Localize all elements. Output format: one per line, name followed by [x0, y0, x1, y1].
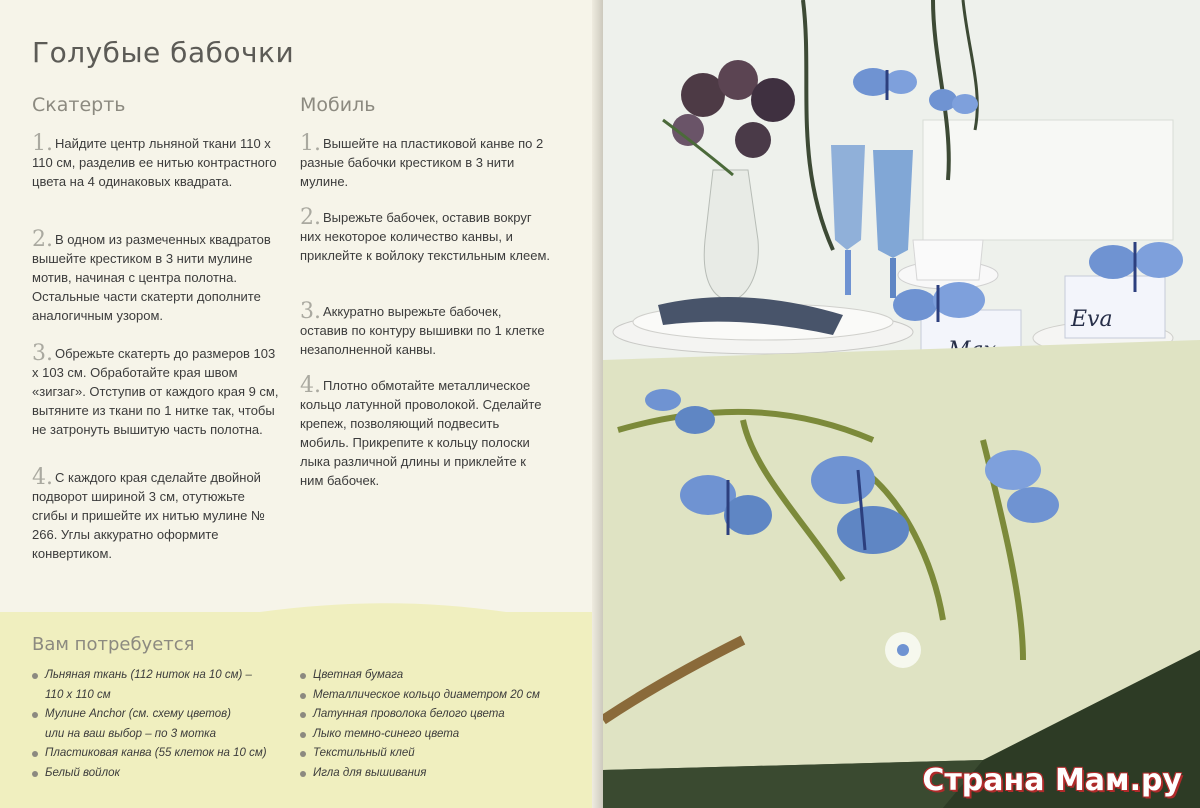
supply-item: Льняная ткань (112 ниток на 10 см) –: [32, 666, 292, 686]
supply-item: Металлическое кольцо диаметром 20 см: [300, 686, 560, 706]
supply-item: Белый войлок: [32, 764, 292, 784]
supply-item: Цветная бумага: [300, 666, 560, 686]
step-number: 3.: [32, 341, 53, 366]
tablecloth-step: [32, 465, 282, 563]
tablecloth-daisy: [885, 632, 921, 668]
step-number: 4.: [32, 465, 53, 490]
watermark-logo: Страна Мам.ру: [922, 763, 1182, 798]
step-number: 4.: [300, 373, 321, 398]
supplies-wave: [0, 594, 600, 630]
mobile-step: [300, 299, 550, 359]
tablecloth-heading: Скатерть: [32, 94, 126, 116]
supply-item: Мулине Anchor (см. схему цветов): [32, 705, 292, 725]
supply-item: 110 х 110 см: [45, 688, 111, 701]
supply-item: Лыко темно-синего цвета: [300, 725, 560, 745]
step-text: Найдите центр льняной ткани 110 х 110 см, разделив ее нитью контрастного цвета на 4 одинаковых квадрата.: [32, 136, 277, 189]
step-text: Вышейте на пластиковой канве по 2 разные бабочки крестиком в 3 нити мулине.: [300, 136, 544, 189]
supply-item: Пластиковая канва (55 клеток на 10 см): [32, 744, 292, 764]
supply-item: Латунная проволока белого цвета: [300, 705, 560, 725]
step-text: В одном из размеченных квадратов вышейте крестиком в 3 нити мулине мотив, начиная с центра полотна. Остальные части скатерти дополните аналогичным узором.: [32, 232, 271, 323]
step-number: 3.: [300, 299, 321, 324]
supply-item: Игла для вышивания: [300, 764, 560, 784]
supplies-list-right: [300, 666, 560, 784]
mobile-step: [300, 131, 550, 191]
right-page: [603, 0, 1200, 808]
mobile-step: [300, 373, 550, 490]
step-number: 2.: [32, 227, 53, 252]
step-number: 1.: [300, 131, 321, 156]
step-text: Плотно обмотайте металлическое кольцо латунной проволокой. Сделайте крепеж, позволяющий подвесить мобиль. Прикрепите к кольцу полоски лыка различной длины и приклейте к ним бабочек.: [300, 378, 542, 488]
supply-item: или на ваш выбор – по 3 мотка: [45, 727, 216, 740]
step-text: Аккуратно вырежьте бабочек, оставив по контуру вышивки по 1 клетке незаполненной канвы.: [300, 304, 545, 357]
step-text: С каждого края сделайте двойной подворот шириной 3 см, отутюжьте сгибы и пришейте их нитью мулине № 266. Углы аккуратно оформите конвертиком.: [32, 470, 265, 561]
step-text: Обрежьте скатерть до размеров 103 х 103 см. Обработайте края швом «зигзаг». Отступив от каждого края 9 см, вытяните из ткани по 1 нитке так, чтобы не затронуть вышитую часть полотна.: [32, 346, 279, 437]
place-card-eva-label: Eva: [1071, 307, 1113, 332]
step-text: Вырежьте бабочек, оставив вокруг них некоторое количество канвы, и приклейте к войлоку текстильным клеем.: [300, 210, 550, 263]
step-number: 2.: [300, 205, 321, 230]
mobile-step: [300, 205, 550, 265]
tablecloth-step: [32, 227, 282, 325]
step-number: 1.: [32, 131, 53, 156]
supply-item: Текстильный клей: [300, 744, 560, 764]
tablecloth-step: [32, 341, 282, 439]
supplies-list-left: [32, 666, 292, 784]
mobile-heading: Мобиль: [300, 94, 376, 116]
page-title: Голубые бабочки: [32, 36, 295, 69]
tablecloth-step: [32, 131, 282, 191]
table-setting-photo: [603, 0, 1200, 808]
supplies-heading: Вам потребуется: [32, 634, 195, 655]
